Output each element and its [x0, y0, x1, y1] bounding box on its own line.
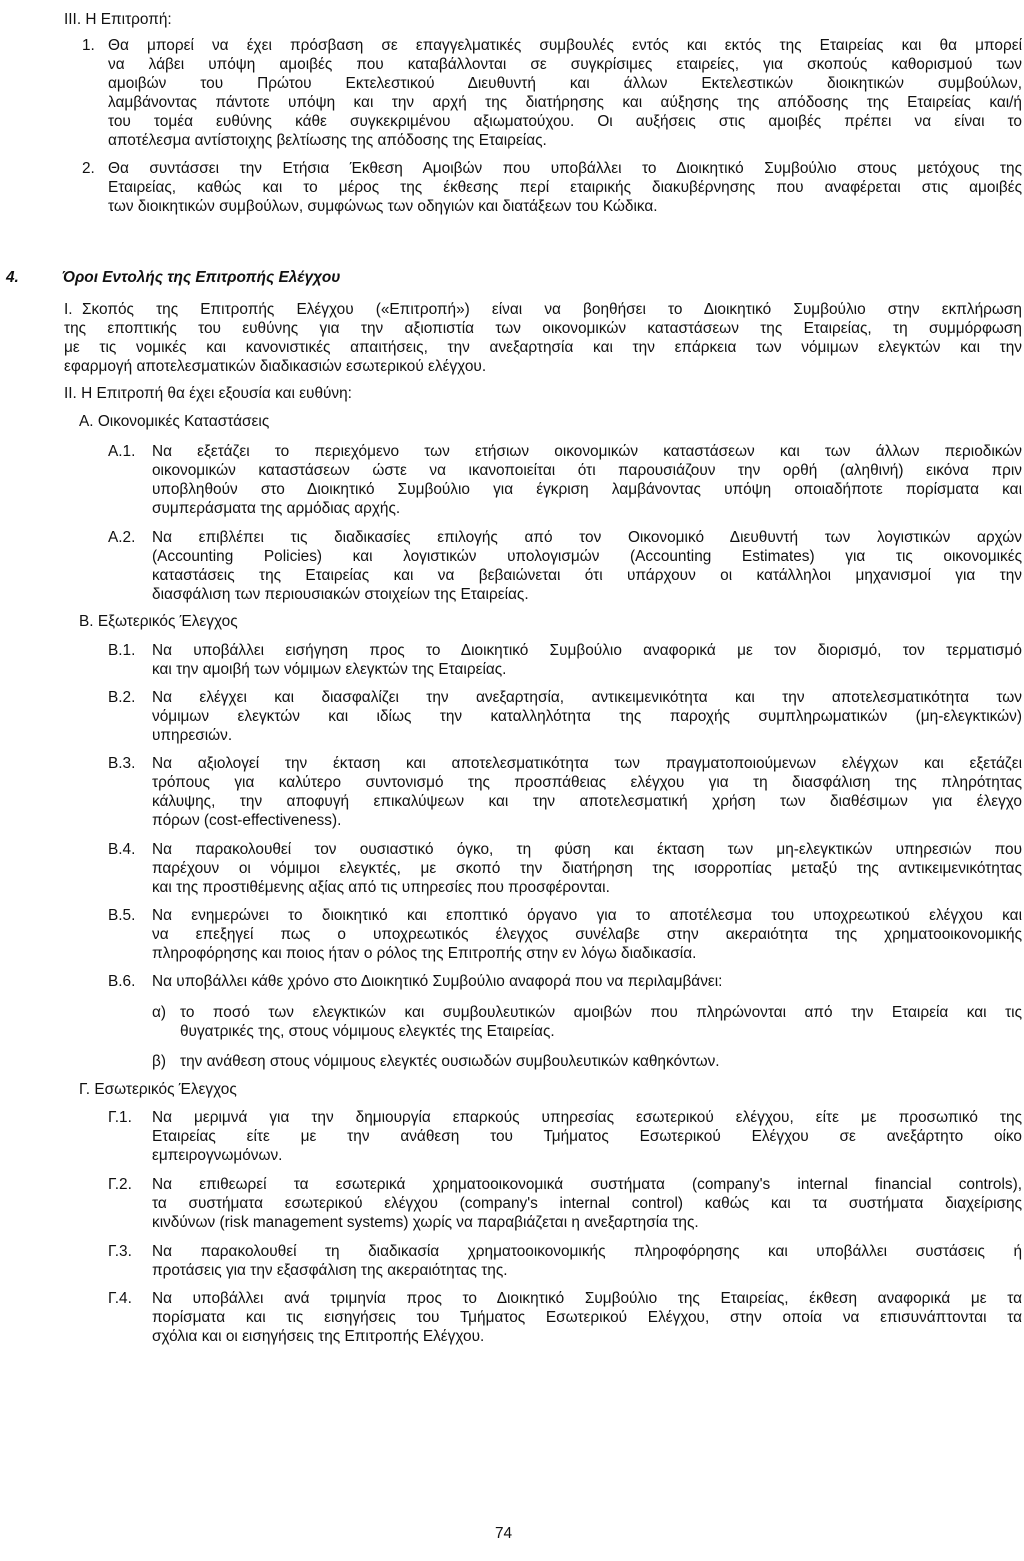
paragraph-line: υποβληθούν στο Διοικητικό Συμβούλιο για έγκριση λαμβάνοντας υπόψη οποιαδήποτε πορίσματα και	[152, 481, 1022, 498]
paragraph-line: αμοιβών του Πρώτου Εκτελεστικού Διευθυντή και άλλων Εκτελεστικών διοικητικών συμβούλων,	[108, 75, 1022, 92]
paragraph-line: και την αμοιβή των νόμιμων ελεγκτών της Εταιρείας.	[152, 661, 507, 678]
item-number: I.	[64, 301, 73, 318]
item-number: Β.6.	[108, 973, 136, 990]
paragraph-line: της εποπτικής του ευθύνης για την αξιοπιστία των οικονομικών καταστάσεων της Εταιρείας, τη συμμόρφωση	[64, 320, 1022, 337]
paragraph-line: Να ενημερώνει το διοικητικό και εποπτικό όργανο για το αποτέλεσμα του υποχρεωτικού ελέγχου και	[152, 907, 1022, 924]
paragraph-line: Σκοπός της Επιτροπής Ελέγχου («Επιτροπή») είναι να βοηθήσει το Διοικητικό Συμβούλιο στην εκπλήρωση	[82, 301, 1022, 318]
group-heading: Β. Εξωτερικός Έλεγχος	[79, 613, 238, 630]
section-heading: III. Η Επιτροπή:	[64, 11, 172, 28]
paragraph-line: καταστάσεις της Εταιρείας και να βεβαιώνεται ότι υπάρχουν οι κατάλληλοι μηχανισμοί για την	[152, 567, 1022, 584]
paragraph-line: Να υποβάλλει εισήγηση προς το Διοικητικό Συμβούλιο αναφορικά με τον διορισμό, τον τερματισμό	[152, 642, 1022, 659]
paragraph-line: Να υποβάλλει κάθε χρόνο στο Διοικητικό Συμβούλιο αναφορά που να περιλαμβάνει:	[152, 973, 723, 990]
paragraph-line: πληροφόρησης και ποιος ήταν ο ρόλος της Επιτροπής στην εν λόγω διαδικασία.	[152, 945, 697, 962]
paragraph-line: κάλυψης, την αποφυγή επικαλύψεων και την αποτελεσματική χρήση των διαθέσιμων για έλεγχο	[152, 793, 1022, 810]
paragraph-line: το ποσό των ελεγκτικών και συμβουλευτικών αμοιβών που πληρώνονται από την Εταιρεία και τις	[180, 1004, 1022, 1021]
paragraph-line: προτάσεις για την εξασφάλιση της ακεραιότητας της.	[152, 1262, 508, 1279]
paragraph-line: και της προστιθέμενης αξίας από τις υπηρεσίες που προσφέρονται.	[152, 879, 610, 896]
paragraph-line: θυγατρικές της, στους νόμιμους ελεγκτές της Εταιρείας.	[180, 1023, 555, 1040]
item-number: Β.4.	[108, 841, 136, 858]
paragraph-line: Να μεριμνά για την δημιουργία επαρκούς υπηρεσίας εσωτερικού ελέγχου, είτε με προσωπικό της	[152, 1109, 1022, 1126]
paragraph-line: Να επιθεωρεί τα εσωτερικά χρηματοοικονομικά συστήματα (company's internal financial controls),	[152, 1176, 1022, 1193]
paragraph-line: πόρων (cost-effectiveness).	[152, 812, 342, 829]
item-number: Γ.1.	[108, 1109, 132, 1126]
paragraph-line: Να υποβάλλει ανά τριμηνία προς το Διοικητικό Συμβούλιο της Εταιρείας, έκθεση αναφορικά με τα	[152, 1290, 1022, 1307]
paragraph-line: Θα συντάσσει την Ετήσια Έκθεση Αμοιβών που υποβάλλει το Διοικητικό Συμβούλιο στους μετόχους της	[108, 160, 1022, 177]
paragraph-line: την ανάθεση στους νόμιμους ελεγκτές ουσιωδών συμβουλευτικών καθηκόντων.	[180, 1053, 720, 1070]
section-title: Όροι Εντολής της Επιτροπής Ελέγχου	[62, 269, 341, 286]
paragraph-line: (Accounting Policies) και λογιστικών υπολογισμών (Accounting Estimates) για τις οικονομικές	[152, 548, 1022, 565]
item-number: Β.3.	[108, 755, 136, 772]
paragraph-line: Θα μπορεί να έχει πρόσβαση σε επαγγελματικές συμβουλές εντός και εκτός της Εταιρείας και θα μπορεί	[108, 37, 1022, 54]
item-number: Β.1.	[108, 642, 136, 659]
paragraph-line: του τομέα ευθύνης κάθε συγκεκριμένου αξιωματούχου. Οι αυξήσεις στις αμοιβές πρέπει να είναι το	[108, 113, 1022, 130]
paragraph-line: εμπειρογνωμόνων.	[152, 1147, 283, 1164]
item-number: 2.	[82, 160, 95, 177]
subsection-heading: II. Η Επιτροπή θα έχει εξουσία και ευθύνη:	[64, 385, 352, 402]
item-number: Α.2.	[108, 529, 136, 546]
paragraph-line: λαμβάνοντας πάντοτε υπόψη και την αρχή της διατήρησης και αύξησης της απόδοσης της Εταιρείας και/ή	[108, 94, 1022, 111]
section-number: 4.	[6, 269, 19, 286]
paragraph-line: διασφάλιση των περιουσιακών στοιχείων της Εταιρείας.	[152, 586, 529, 603]
paragraph-line: Να ελέγχει και διασφαλίζει την ανεξαρτησία, αντικειμενικότητα και την αποτελεσματικότητα των	[152, 689, 1022, 706]
page-number: 74	[495, 1525, 513, 1542]
subitem-marker: β)	[152, 1053, 166, 1070]
paragraph-line: Να εξετάζει το περιεχόμενο των ετήσιων οικονομικών καταστάσεων και των άλλων περιοδικών	[152, 443, 1022, 460]
paragraph-line: αποτέλεσμα αντίστοιχης βελτίωσης της απόδοσης της Εταιρείας.	[108, 132, 547, 149]
paragraph-line: σχόλια και οι εισηγήσεις της Επιτροπής Ελέγχου.	[152, 1328, 485, 1345]
paragraph-line: υπηρεσιών.	[152, 727, 233, 744]
paragraph-line: να λάβει υπόψη αμοιβές που καταβάλλονται σε συγκρίσιμες εταιρείες, για σκοπούς καθορισμού των	[108, 56, 1022, 73]
paragraph-line: τα συστήματα εσωτερικού ελέγχου (company's internal control) καθώς και τα συστήματα διαχείρισης	[152, 1195, 1022, 1212]
paragraph-line: Εταιρείας, καθώς και το μέρος της έκθεσης περί εταιρικής διακυβέρνησης που αναφέρεται στις αμοιβές	[108, 179, 1022, 196]
item-number: Γ.2.	[108, 1176, 132, 1193]
paragraph-line: κινδύνων (risk management systems) χωρίς να παραβιάζεται η ανεξαρτησία της.	[152, 1214, 699, 1231]
item-number: Α.1.	[108, 443, 136, 460]
paragraph-line: Να παρακολουθεί τη διαδικασία χρηματοοικονομικής πληροφόρησης και υποβάλλει συστάσεις ή	[152, 1243, 1022, 1260]
item-number: Β.5.	[108, 907, 136, 924]
paragraph-line: να επεξηγεί πως ο υποχρεωτικός έλεγχος συνέλαβε στην ακεραιότητα της χρηματοοικονομικής	[152, 926, 1022, 943]
subitem-marker: α)	[152, 1004, 167, 1021]
paragraph-line: Εταιρείας είτε με την ανάθεση του Τμήματος Εσωτερικού Ελέγχου σε ανεξάρτητο οίκο	[152, 1128, 1022, 1145]
paragraph-line: νόμιμων ελεγκτών και ιδίως την καταλληλότητα της παροχής συμπληρωματικών (μη-ελεγκτικών)	[152, 708, 1022, 725]
paragraph-line: Να επιβλέπει τις διαδικασίες επιλογής από τον Οικονομικό Διευθυντή των λογιστικών αρχών	[152, 529, 1022, 546]
paragraph-line: συμπεράσματα της αρμόδιας αρχής.	[152, 500, 401, 517]
paragraph-line: πορίσματα και τις εισηγήσεις του Τμήματος Εσωτερικού Ελέγχου, στην οποία να επισυνάπτονται τα	[152, 1309, 1022, 1326]
paragraph-line: οικονομικών καταστάσεων ώστε να ικανοποιείται ότι παρουσιάζουν την ορθή (αληθινή) εικόνα πριν	[152, 462, 1022, 479]
group-heading: Γ. Εσωτερικός Έλεγχος	[79, 1081, 237, 1098]
paragraph-line: τρόπους για καλύτερο συντονισμό της προσπάθειας ελέγχου για τη διασφάλιση της πληρότητας	[152, 774, 1022, 791]
paragraph-line: παρέχουν οι νόμιμοι ελεγκτές, με σκοπό την διατήρηση της ισορροπίας μεταξύ της αντικειμενικότητας	[152, 860, 1022, 877]
paragraph-line: Να αξιολογεί την έκταση και αποτελεσματικότητα των πραγματοποιούμενων ελέγχων και εξετάζει	[152, 755, 1022, 772]
item-number: Β.2.	[108, 689, 136, 706]
group-heading: Α. Οικονομικές Καταστάσεις	[79, 413, 270, 430]
item-number: Γ.3.	[108, 1243, 132, 1260]
paragraph-line: Να παρακολουθεί τον ουσιαστικό όγκο, τη φύση και έκταση των μη-ελεγκτικών υπηρεσιών που	[152, 841, 1022, 858]
paragraph-line: με τις νομικές και κανονιστικές απαιτήσεις, την ανεξαρτησία και την επάρκεια των νόμιμων ελεγκτών και την	[64, 339, 1022, 356]
paragraph-line: των διοικητικών συμβούλων, συμφώνως των οδηγιών και διατάξεων του Κώδικα.	[108, 198, 658, 215]
item-number: Γ.4.	[108, 1290, 132, 1307]
item-number: 1.	[82, 37, 95, 54]
paragraph-line: εφαρμογή αποτελεσματικών διαδικασιών εσωτερικού ελέγχου.	[64, 358, 487, 375]
